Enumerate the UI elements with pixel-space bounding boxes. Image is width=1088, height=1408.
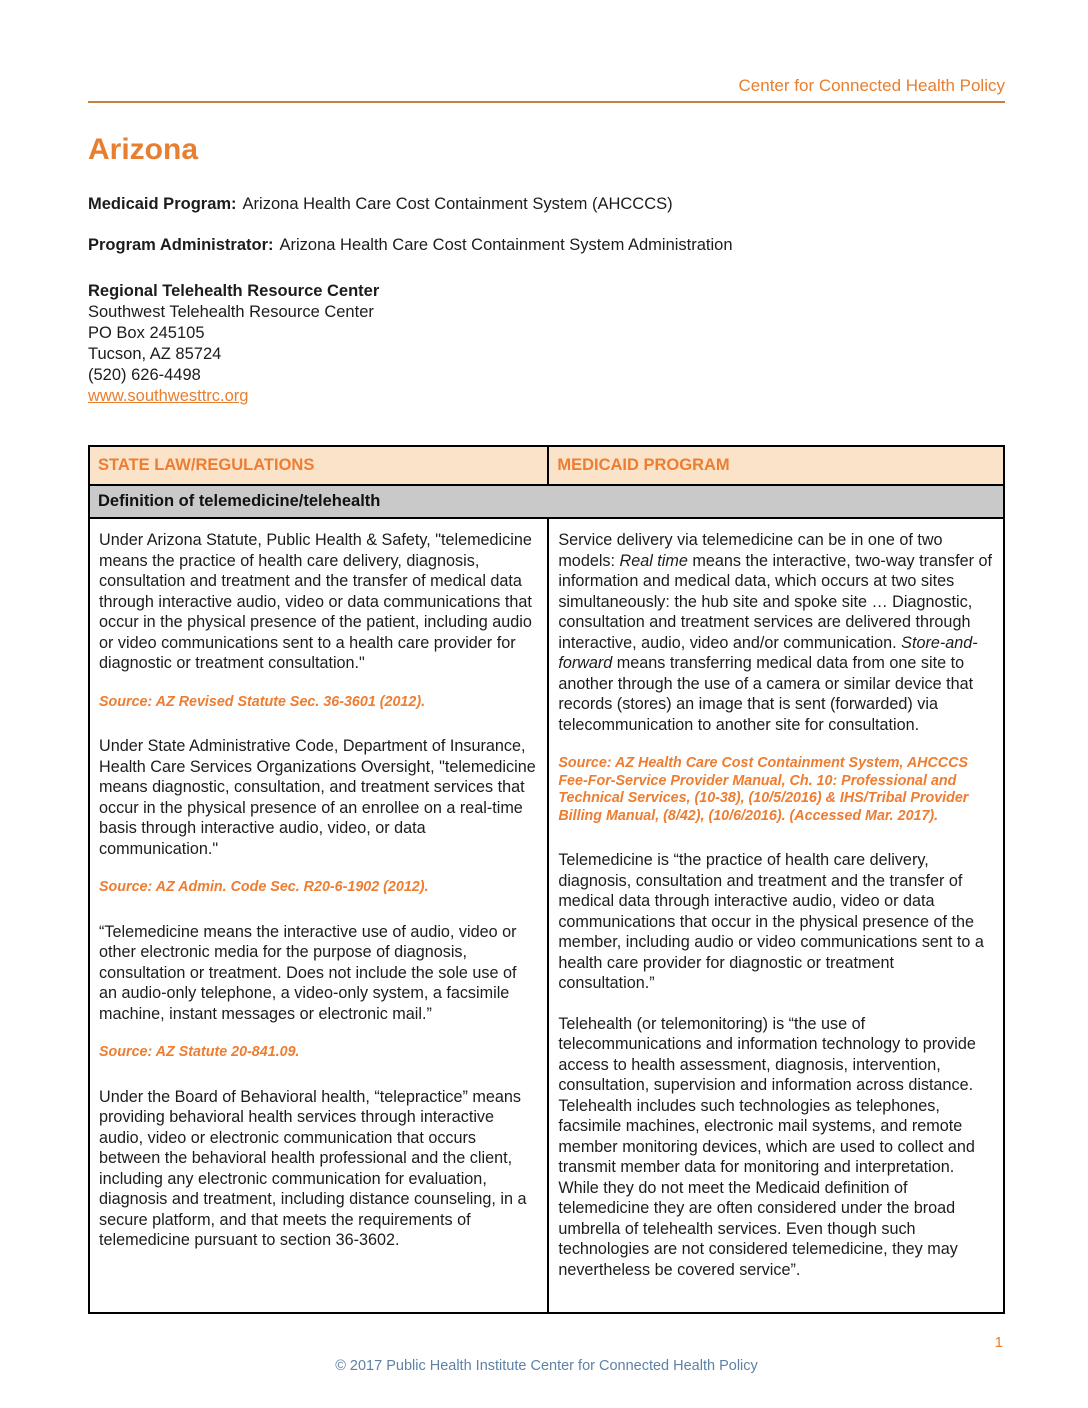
contact-line: Tucson, AZ 85724 — [88, 345, 222, 363]
source-citation: Source: AZ Statute 20-841.09. — [99, 1044, 300, 1060]
source-citation: Source: AZ Health Care Cost Containment System, AHCCCS Fee-For-Service Provider Manual, Ch. 10: Professional and Technical Services, (10-38), (10/5/2016) & IHS/Tribal Provider Billing Manual, (8/42), (10/6/2016). (Accessed Mar. 2017). — [558, 755, 969, 824]
paragraph: Service delivery via telemedicine can be in one of two models: Real time means the interactive, two-way transfer of information and medical data, which occurs at two sites simultaneously: the hub site and spoke site … Diagnostic, consultation and treatment services are delivered through interactive, audio, video and/or communication. Store-and-forward means transferring medical data from one site to another through the use of a camera or similar device that records (stores) an image that is sent (forwarded) via telecommunication to another site for consultation. — [558, 531, 992, 734]
header-brand: Center for Connected Health Policy — [738, 76, 1005, 95]
table-header-row — [89, 446, 1004, 485]
resource-center-title: Regional Telehealth Resource Center — [88, 282, 380, 300]
paragraph: Telehealth (or telemonitoring) is “the use of telecommunications and information technology to provide access to health assessment, diagnosis, intervention, consultation, supervision and information across distance. Telehealth includes such technologies as telephones, facsimile machines, electronic mail systems, and remote member monitoring devices, which are used to collect and transmit member data for monitoring and interpretation. While they do not meet the Medicaid definition of telemedicine they are often considered under the broad umbrella of telehealth services. Even though such technologies are not considered telemedicine, they may nevertheless be covered service”. — [558, 1014, 976, 1279]
paragraph: Under State Administrative Code, Department of Insurance, Health Care Services Organizations Oversight, "telemedicine means diagnostic, consultation, and treatment services that occur in the physical presence of an enrollee on a real-time basis through interactive audio, video, or data communication." — [99, 737, 536, 858]
contact-line: Southwest Telehealth Resource Center — [88, 303, 374, 321]
paragraph: Telemedicine is “the practice of health care delivery, diagnosis, consultation and treatment and the transfer of medical data through interactive audio, video or data communications that occur in the physical presence of the member, including audio or video communications sent to a health care provider for diagnostic or treatment consultation.” — [558, 851, 984, 992]
resource-center-block — [88, 281, 1005, 407]
medicaid-program-label: Medicaid Program: — [88, 195, 237, 213]
resource-center-lines — [88, 302, 1005, 386]
program-administrator-row — [88, 236, 1005, 255]
section-header: Definition of telemedicine/telehealth — [89, 485, 1004, 518]
column-header-state-law: STATE LAW/REGULATIONS — [89, 446, 548, 485]
column-header-medicaid-program: MEDICAID PROGRAM — [548, 446, 1004, 485]
page-title: Arizona — [88, 133, 199, 166]
header-rule — [88, 101, 1005, 103]
contact-line: PO Box 245105 — [88, 324, 205, 342]
section-row — [89, 485, 1004, 518]
table-body-row — [89, 518, 1004, 1313]
medicaid-program-value: Arizona Health Care Cost Containment System (AHCCCS) — [242, 195, 673, 213]
page-content — [88, 0, 1005, 1394]
program-administrator-label: Program Administrator: — [88, 236, 274, 254]
source-citation: Source: AZ Revised Statute Sec. 36-3601 (2012). — [99, 693, 426, 710]
medicaid-program-row — [88, 195, 1005, 214]
contact-line: (520) 626-4498 — [88, 366, 201, 384]
paragraph: “Telemedicine means the interactive use of audio, video or other electronic media for the purpose of diagnosis, consultation or treatment. Does not include the sole use of an audio-only telephone, a video-only system, a facsimile machine, instant messages or electronic mail.” — [99, 922, 517, 1023]
page-number: 1 — [994, 1334, 1003, 1351]
paragraph: Under the Board of Behavioral health, “telepractice” means providing behavioral health services through interactive audio, video or electronic communication that occurs between the behavioral health professional and the client, including any electronic communication for evaluation, diagnosis and treatment, including distance counseling, in a secure platform, and that meets the requirements of telemedicine pursuant to section 36-3602. — [99, 1087, 527, 1249]
page-footer — [88, 1322, 1005, 1394]
policy-table — [88, 445, 1005, 1314]
program-administrator-value: Arizona Health Care Cost Containment System Administration — [279, 236, 733, 254]
medicaid-program-cell — [548, 518, 1004, 1313]
source-citation: Source: AZ Admin. Code Sec. R20-6-1902 (2012). — [99, 879, 429, 895]
state-law-cell — [89, 518, 548, 1313]
paragraph: Under Arizona Statute, Public Health & Safety, "telemedicine means the practice of health care delivery, diagnosis, consultation and treatment and the transfer of medical data through interactive audio, video or data communications that occur in the physical presence of the patient, including audio or video communications sent to a health care provider for diagnostic or treatment consultation." — [99, 531, 532, 672]
website-link[interactable]: www.southwesttrc.org — [88, 387, 249, 405]
copyright-line: © 2017 Public Health Institute Center for Connected Health Policy — [335, 1358, 758, 1374]
